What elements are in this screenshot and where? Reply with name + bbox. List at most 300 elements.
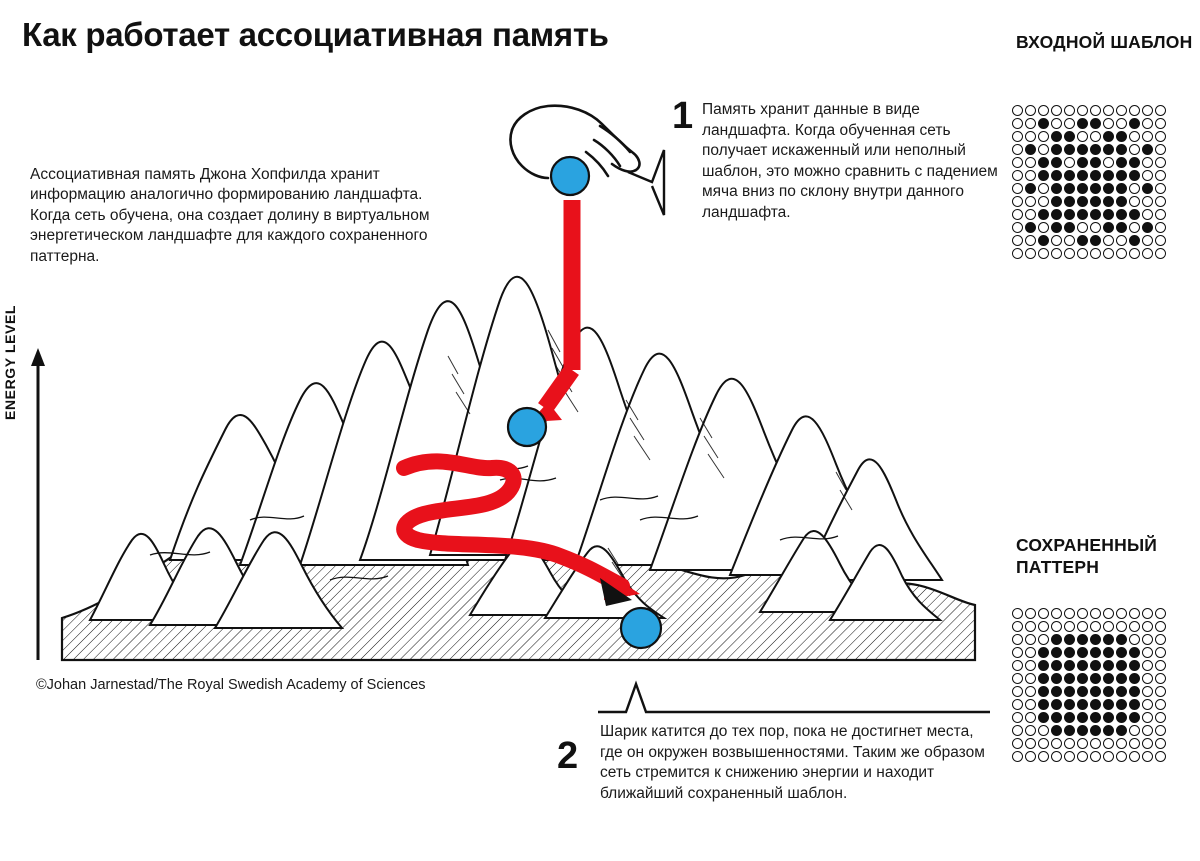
stored-pattern-dot [1012,699,1023,710]
input-pattern-dot [1155,183,1166,194]
stored-pattern-dot [1116,751,1127,762]
stored-pattern-dot [1103,608,1114,619]
input-pattern-dot [1025,248,1036,259]
input-pattern-dot [1064,209,1075,220]
step-2-number: 2 [557,735,579,777]
input-pattern-dot [1116,183,1127,194]
input-pattern-dot [1129,209,1140,220]
stored-pattern-dot [1051,738,1062,749]
ball-blue-top [551,157,589,195]
landscape-base [62,525,975,660]
stored-pattern-dot [1025,725,1036,736]
input-pattern-dot [1155,235,1166,246]
input-pattern-dot [1051,131,1062,142]
input-pattern-dot [1025,196,1036,207]
stored-pattern-dot [1103,699,1114,710]
stored-pattern-dot [1038,660,1049,671]
input-pattern-dot [1142,131,1153,142]
stored-pattern-dot [1155,621,1166,632]
stored-pattern-dot [1064,647,1075,658]
input-pattern-dot [1142,248,1153,259]
credit-line: ©Johan Jarnestad/The Royal Swedish Academy of Sciences [36,677,426,693]
stored-pattern-dot [1142,660,1153,671]
stored-pattern-dot [1142,608,1153,619]
input-pattern-dot [1077,170,1088,181]
input-pattern-dot [1025,170,1036,181]
input-pattern-dot [1064,248,1075,259]
input-pattern-dot [1103,235,1114,246]
stored-pattern-dot [1064,634,1075,645]
input-pattern-dot [1142,157,1153,168]
input-pattern-dot [1155,222,1166,233]
input-pattern-dot [1077,105,1088,116]
stored-pattern-dot [1025,699,1036,710]
input-pattern-dot [1038,235,1049,246]
input-pattern-dot [1025,105,1036,116]
stored-pattern-dot [1077,712,1088,723]
stored-pattern-dot [1077,621,1088,632]
stored-pattern-dot [1077,660,1088,671]
stored-pattern-dot [1116,647,1127,658]
input-pattern-dot [1116,222,1127,233]
stored-pattern-dot [1038,699,1049,710]
input-pattern-dot [1142,183,1153,194]
stored-pattern-dot [1064,660,1075,671]
input-pattern-dot [1129,196,1140,207]
input-pattern-dot [1051,105,1062,116]
stored-pattern-dot [1090,738,1101,749]
input-pattern-dot [1038,144,1049,155]
input-pattern-dot [1038,170,1049,181]
stored-pattern-dot [1103,647,1114,658]
input-pattern-dot [1064,131,1075,142]
input-pattern-dot [1155,196,1166,207]
stored-pattern-dot [1064,686,1075,697]
input-pattern-dot [1064,157,1075,168]
page-title: Как работает ассоциативная память [22,16,609,53]
stored-pattern-dot [1090,621,1101,632]
stored-pattern-dot [1012,686,1023,697]
input-pattern-dot [1077,248,1088,259]
stored-pattern-dot [1077,673,1088,684]
input-pattern-dot [1116,170,1127,181]
input-pattern-dot [1103,209,1114,220]
input-pattern-dot [1038,131,1049,142]
energy-axis [31,348,45,660]
stored-pattern-dot [1012,608,1023,619]
stored-pattern-dot [1090,699,1101,710]
input-pattern-dot [1012,118,1023,129]
input-pattern-dot [1103,105,1114,116]
stored-pattern-dot [1116,699,1127,710]
stored-pattern-dot [1103,751,1114,762]
valley-pointer-icon [600,578,632,606]
stored-pattern-dot [1103,712,1114,723]
input-pattern-dot [1025,131,1036,142]
input-pattern-dot [1142,235,1153,246]
input-pattern-dot [1129,248,1140,259]
input-pattern-dot [1051,183,1062,194]
stored-pattern-dot [1103,738,1114,749]
stored-pattern-dot [1090,660,1101,671]
step-1-text: Память хранит данные в виде ландшафта. Когда обученная сеть получает искаженный или неполный шаблон, это можно сравнить с падением мяча вниз по склону внутри данного ландшафта. [702,101,998,222]
stored-pattern-dot [1051,660,1062,671]
stored-pattern-dot [1077,699,1088,710]
input-pattern-dot [1077,157,1088,168]
input-pattern-dot [1116,196,1127,207]
stored-pattern-dot [1038,686,1049,697]
input-pattern-dot [1090,183,1101,194]
input-pattern-dot [1090,105,1101,116]
stored-pattern-dot [1155,725,1166,736]
input-pattern-dot [1155,248,1166,259]
input-pattern-dot [1077,131,1088,142]
stored-pattern-dot [1051,608,1062,619]
input-pattern-dot [1116,248,1127,259]
input-pattern-dot [1103,248,1114,259]
stored-pattern-dot [1142,647,1153,658]
stored-pattern-dot [1064,621,1075,632]
input-pattern-dot [1051,248,1062,259]
stored-pattern-dot [1129,660,1140,671]
input-pattern-dot [1129,118,1140,129]
stored-pattern-dot [1155,673,1166,684]
stored-pattern-dot [1116,712,1127,723]
input-pattern-dot [1155,144,1166,155]
input-pattern-dot [1155,131,1166,142]
input-pattern-dot [1051,209,1062,220]
stored-pattern-dot [1129,686,1140,697]
input-pattern-dot [1129,157,1140,168]
input-pattern-dot [1129,222,1140,233]
input-pattern-dot [1090,235,1101,246]
contour-lines [150,466,838,580]
stored-pattern-dot [1116,608,1127,619]
input-pattern-dot [1025,118,1036,129]
input-pattern-dot [1103,183,1114,194]
stored-pattern-dot [1129,699,1140,710]
stored-pattern-grid [1012,608,1166,762]
input-pattern-dot [1051,196,1062,207]
step-1-number: 1 [672,95,694,137]
stored-pattern-dot [1129,712,1140,723]
input-pattern-dot [1103,222,1114,233]
input-pattern-dot [1129,144,1140,155]
stored-pattern-dot [1038,634,1049,645]
stored-pattern-dot [1051,725,1062,736]
input-pattern-dot [1103,157,1114,168]
stored-pattern-dot [1129,608,1140,619]
input-pattern-dot [1012,183,1023,194]
input-pattern-dot [1077,183,1088,194]
stored-pattern-dot [1025,647,1036,658]
input-pattern-dot [1038,248,1049,259]
stored-pattern-dot [1051,686,1062,697]
input-pattern-dot [1090,118,1101,129]
input-pattern-dot [1051,235,1062,246]
stored-pattern-dot [1155,712,1166,723]
stored-pattern-dot [1090,634,1101,645]
stored-pattern-dot [1012,660,1023,671]
input-pattern-dot [1142,170,1153,181]
stored-pattern-dot [1012,634,1023,645]
input-pattern-dot [1116,235,1127,246]
input-pattern-dot [1090,209,1101,220]
input-pattern-dot [1129,105,1140,116]
input-pattern-dot [1025,222,1036,233]
mountain-ridges-back [170,277,942,580]
input-pattern-dot [1025,235,1036,246]
stored-pattern-dot [1038,738,1049,749]
input-pattern-dot [1129,183,1140,194]
stored-pattern-dot [1012,712,1023,723]
stored-pattern-dot [1116,686,1127,697]
stored-pattern-dot [1038,725,1049,736]
stored-pattern-dot [1155,738,1166,749]
stored-pattern-dot [1103,621,1114,632]
stored-pattern-dot [1012,673,1023,684]
stored-pattern-dot [1116,621,1127,632]
stored-pattern-dot [1155,634,1166,645]
hand-icon [510,106,639,178]
input-pattern-dot [1038,183,1049,194]
input-pattern-dot [1064,105,1075,116]
stored-pattern-dot [1025,634,1036,645]
stored-pattern-dot [1077,751,1088,762]
stored-pattern-dot [1077,608,1088,619]
stored-pattern-dot [1129,634,1140,645]
stored-pattern-dot [1064,738,1075,749]
stored-pattern-dot [1155,660,1166,671]
stored-pattern-dot [1090,673,1101,684]
input-pattern-dot [1064,170,1075,181]
stored-pattern-dot [1116,660,1127,671]
stored-pattern-dot [1064,712,1075,723]
stored-pattern-dot [1077,647,1088,658]
stored-pattern-dot [1025,738,1036,749]
input-pattern-title: ВХОДНОЙ ШАБЛОН [1016,32,1193,52]
input-pattern-dot [1025,183,1036,194]
input-pattern-dot [1012,222,1023,233]
input-pattern-dot [1051,144,1062,155]
stored-pattern-dot [1051,647,1062,658]
input-pattern-dot [1103,131,1114,142]
stored-pattern-dot [1116,634,1127,645]
input-pattern-dot [1155,209,1166,220]
input-pattern-dot [1155,118,1166,129]
stored-pattern-dot [1025,673,1036,684]
input-pattern-dot [1103,118,1114,129]
energy-axis-label: ENERGY LEVEL [2,304,18,420]
input-pattern-dot [1012,209,1023,220]
input-pattern-dot [1064,183,1075,194]
input-pattern-dot [1025,157,1036,168]
stored-pattern-dot [1090,647,1101,658]
stored-pattern-dot [1142,634,1153,645]
stored-pattern-dot [1012,621,1023,632]
input-pattern-dot [1051,170,1062,181]
slope-shading [448,330,852,596]
input-pattern-dot [1116,118,1127,129]
stored-pattern-dot [1116,738,1127,749]
stored-pattern-dot [1051,621,1062,632]
input-pattern-dot [1142,209,1153,220]
input-pattern-dot [1090,170,1101,181]
stored-pattern-dot [1064,673,1075,684]
stored-pattern-dot [1142,673,1153,684]
stored-pattern-dot [1064,608,1075,619]
stored-pattern-dot [1077,686,1088,697]
stored-pattern-dot [1129,621,1140,632]
stored-pattern-dot [1038,673,1049,684]
input-pattern-dot [1155,157,1166,168]
stored-pattern-dot [1025,621,1036,632]
ball-blue-mid [508,408,546,446]
input-pattern-dot [1142,196,1153,207]
input-pattern-dot [1116,105,1127,116]
stored-pattern-dot [1129,725,1140,736]
stored-pattern-dot [1025,660,1036,671]
stored-pattern-dot [1090,608,1101,619]
input-pattern-dot [1012,170,1023,181]
input-pattern-dot [1155,170,1166,181]
input-pattern-dot [1142,222,1153,233]
stored-pattern-dot [1129,647,1140,658]
stored-pattern-dot [1142,686,1153,697]
stored-pattern-dot [1038,621,1049,632]
mountain-ridges-front [90,528,940,628]
stored-pattern-dot [1090,725,1101,736]
input-pattern-dot [1077,196,1088,207]
stored-pattern-dot [1090,712,1101,723]
stored-pattern-dot [1103,686,1114,697]
input-pattern-dot [1051,222,1062,233]
stored-pattern-dot [1025,751,1036,762]
input-pattern-dot [1077,209,1088,220]
input-pattern-dot [1077,144,1088,155]
stored-pattern-dot [1012,647,1023,658]
input-pattern-dot [1116,144,1127,155]
input-pattern-dot [1090,131,1101,142]
input-pattern-dot [1064,235,1075,246]
stored-pattern-dot [1090,751,1101,762]
input-pattern-dot [1012,196,1023,207]
input-pattern-dot [1012,157,1023,168]
stored-pattern-dot [1090,686,1101,697]
stored-pattern-dot [1038,647,1049,658]
input-pattern-dot [1090,222,1101,233]
input-pattern-dot [1064,144,1075,155]
stored-pattern-dot [1051,751,1062,762]
input-pattern-dot [1129,170,1140,181]
input-pattern-dot [1038,222,1049,233]
input-pattern-dot [1012,105,1023,116]
stored-pattern-dot [1103,660,1114,671]
stored-pattern-dot [1012,738,1023,749]
input-pattern-dot [1142,118,1153,129]
input-pattern-dot [1038,196,1049,207]
stored-pattern-dot [1077,634,1088,645]
input-pattern-dot [1025,144,1036,155]
input-pattern-dot [1064,222,1075,233]
input-pattern-dot [1090,144,1101,155]
stored-pattern-dot [1064,751,1075,762]
stored-pattern-dot [1038,712,1049,723]
step-2-text: Шарик катится до тех пор, пока не достигнет места, где он окружен возвышенностями. Таким же образом сеть стремится к снижению энергии и находит ближайший сохраненный шаблон. [600,723,985,802]
stored-pattern-dot [1051,712,1062,723]
stored-pattern-dot [1142,725,1153,736]
input-pattern-dot [1116,157,1127,168]
ball-blue-bottom [621,608,661,648]
input-pattern-dot [1116,131,1127,142]
step-1-bracket [628,150,664,215]
input-pattern-dot [1129,235,1140,246]
intro-paragraph: Ассоциативная память Джона Хопфилда хранит информацию аналогично формированию ландшафта. Когда сеть обучена, она создает долину в виртуальном энергетическом ландшафте для каждого сохраненного паттерна. [30,166,430,265]
stored-pattern-dot [1155,608,1166,619]
stored-pattern-dot [1155,686,1166,697]
stored-pattern-dot [1142,738,1153,749]
input-pattern-dot [1012,248,1023,259]
step-2-bracket [598,684,990,712]
stored-pattern-title: СОХРАНЕННЫЙ ПАТТЕРН [1016,535,1158,577]
stored-pattern-dot [1051,634,1062,645]
stored-pattern-dot [1077,725,1088,736]
input-pattern-dot [1064,118,1075,129]
input-pattern-dot [1077,222,1088,233]
input-pattern-dot [1090,196,1101,207]
input-pattern-dot [1142,144,1153,155]
input-pattern-dot [1090,248,1101,259]
stored-pattern-dot [1116,673,1127,684]
stored-pattern-dot [1103,673,1114,684]
input-pattern-dot [1077,235,1088,246]
input-pattern-dot [1116,209,1127,220]
stored-pattern-dot [1142,621,1153,632]
stored-pattern-dot [1051,673,1062,684]
stored-pattern-dot [1025,686,1036,697]
input-pattern-dot [1038,105,1049,116]
stored-pattern-dot [1064,699,1075,710]
stored-pattern-dot [1155,751,1166,762]
stored-pattern-dot [1129,673,1140,684]
input-pattern-dot [1012,131,1023,142]
input-pattern-dot [1038,118,1049,129]
stored-pattern-dot [1155,699,1166,710]
stored-pattern-dot [1116,725,1127,736]
stored-pattern-dot [1012,751,1023,762]
input-pattern-dot [1025,209,1036,220]
stored-pattern-dot [1038,751,1049,762]
stored-pattern-dot [1012,725,1023,736]
stored-pattern-dot [1025,712,1036,723]
input-pattern-dot [1038,157,1049,168]
input-pattern-dot [1051,118,1062,129]
input-pattern-dot [1142,105,1153,116]
stored-pattern-dot [1155,647,1166,658]
input-pattern-dot [1103,144,1114,155]
input-pattern-dot [1077,118,1088,129]
input-pattern-grid [1012,105,1166,259]
input-pattern-dot [1103,196,1114,207]
input-pattern-dot [1012,144,1023,155]
input-pattern-dot [1129,131,1140,142]
input-pattern-dot [1051,157,1062,168]
input-pattern-dot [1090,157,1101,168]
stored-pattern-dot [1103,634,1114,645]
input-pattern-dot [1038,209,1049,220]
stored-pattern-dot [1129,751,1140,762]
stored-pattern-dot [1038,608,1049,619]
